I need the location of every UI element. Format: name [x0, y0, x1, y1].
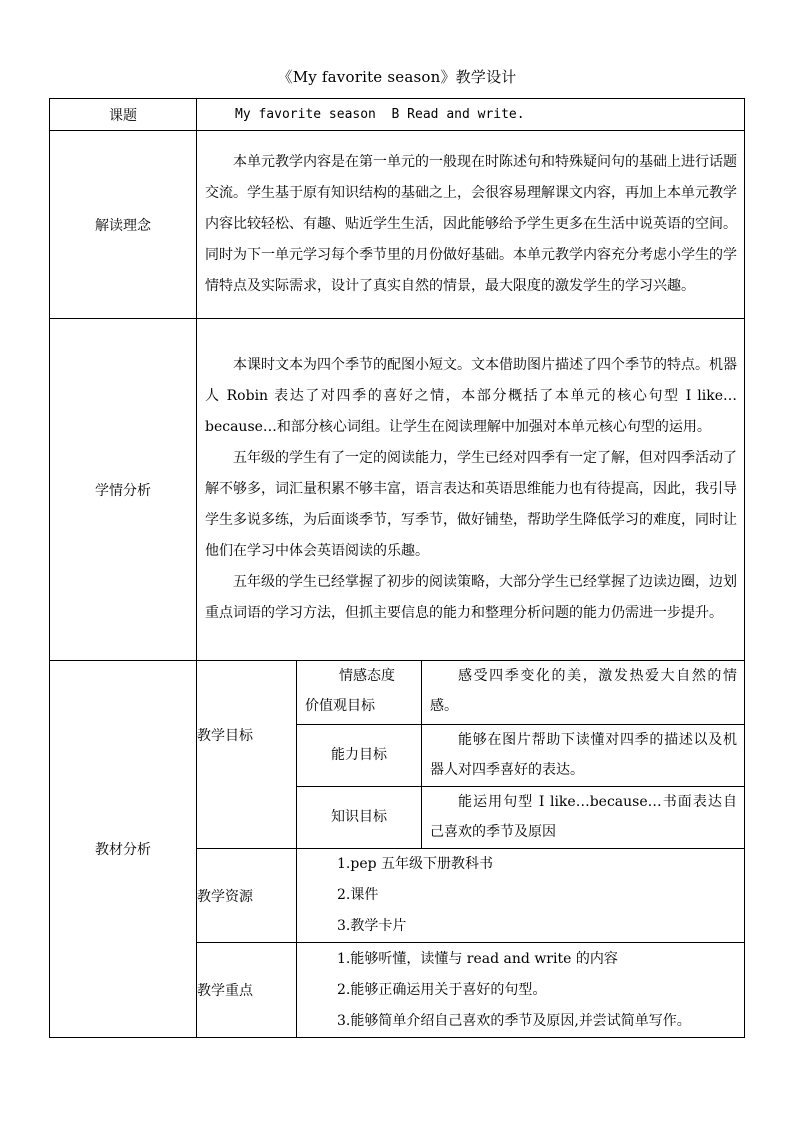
key-point-item: 2.能够正确运用关于喜好的句型。: [337, 981, 547, 998]
ability-text: 能够在图片帮助下读懂对四季的描述以及机器人对四季喜好的表达。: [430, 732, 737, 778]
learner-para-1: 本课时文本为四个季节的配图小短文。文本借助图片描述了四个季节的特点。机器人 Robin 表达了对四季的喜好之情，本部分概括了本单元的核心句型 I like…because…和部分核心词组。让学生在阅读理解中加强对本单元核心句型的运用。: [205, 357, 737, 435]
document-title: 《My favorite season》教学设计: [277, 68, 517, 86]
material-label: 教材分析: [50, 661, 197, 1038]
learner-para-3: 五年级的学生已经掌握了初步的阅读策略，大部分学生已经掌握了边读边圈，边划重点词语的学习方法，但抓主要信息的能力和整理分析问题的能力仍需进一步提升。: [205, 574, 737, 621]
goals-label: 教学目标: [197, 661, 297, 849]
emotion-label-line1: 情感态度: [339, 668, 395, 684]
concept-label: 解读理念: [50, 131, 197, 319]
knowledge-text: 能运用句型 I like…because…书面表达自己喜欢的季节及原因: [430, 794, 737, 840]
concept-text: 本单元教学内容是在第一单元的一般现在时陈述句和特殊疑问句的基础上进行话题交流。学生基于原有知识结构的基础之上，会很容易理解课文内容，再加上本单元教学内容比较轻松、有趣、贴近学生生活，因此能够给予学生更多在生活中说英语的空间。同时为下一单元学习每个季节里的月份做好基础。本单元教学内容充分考虑小学生的学情特点及实际需求，设计了真实自然的情景，最大限度的激发学生的学习兴趣。: [205, 154, 737, 294]
learner-para-2: 五年级的学生有了一定的阅读能力，学生已经对四季有一定了解，但对四季活动了解不够多，词汇量积累不够丰富，语言表达和英语思维能力也有待提高，因此，我引导学生多说多练，为后面谈季节，写季节，做好铺垫，帮助学生降低学习的难度，同时让他们在学习中体会英语阅读的乐趣。: [205, 450, 737, 559]
key-points-label: 教学重点: [197, 943, 297, 1038]
row-topic: [50, 99, 745, 131]
knowledge-label: 知识目标: [297, 787, 422, 849]
row-concept: [50, 131, 745, 319]
key-point-item: 3.能够简单介绍自己喜欢的季节及原因,并尝试简单写作。: [337, 1012, 691, 1029]
ability-label: 能力目标: [297, 725, 422, 787]
lesson-plan-table: [49, 98, 745, 1038]
emotion-label-line2: 价值观目标: [305, 698, 375, 714]
topic-label: 课题: [50, 99, 197, 131]
resource-item: 2.课件: [337, 887, 379, 903]
learner-label: 学情分析: [50, 319, 197, 661]
resource-item: 3.教学卡片: [337, 918, 407, 934]
resource-item: 1.pep 五年级下册教科书: [337, 856, 494, 872]
row-learner: [50, 319, 745, 661]
key-point-item: 1.能够听懂，读懂与 read and write 的内容: [337, 950, 618, 967]
resources-label: 教学资源: [197, 849, 297, 943]
row-goal-emotion: [50, 661, 745, 725]
emotion-text: 感受四季变化的美，激发热爱大自然的情感。: [430, 668, 737, 714]
topic-value: My favorite season B Read and write.: [197, 99, 745, 131]
